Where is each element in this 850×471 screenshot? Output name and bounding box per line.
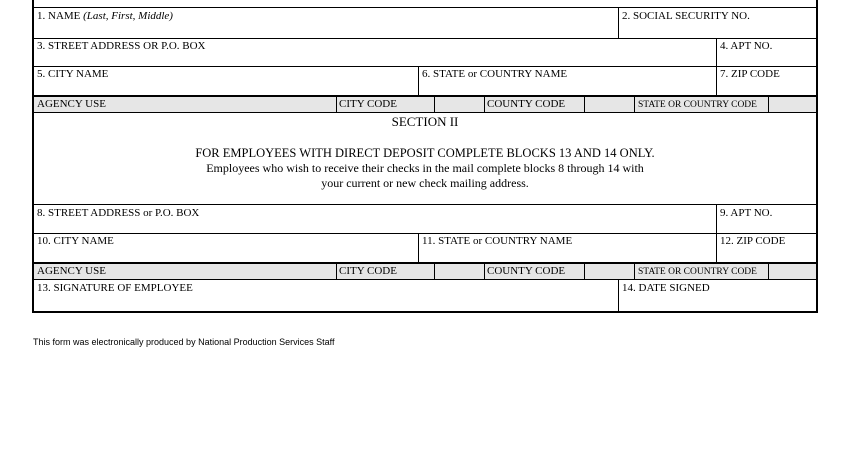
city2-label: 10. CITY NAME bbox=[37, 235, 114, 247]
divider-street2-apt2 bbox=[716, 204, 717, 233]
city-label: 5. CITY NAME bbox=[37, 68, 109, 80]
divider-city2-state2 bbox=[418, 233, 419, 263]
section-instructions bbox=[34, 146, 816, 191]
divider-street-apt bbox=[716, 38, 717, 66]
zip-label: 7. ZIP CODE bbox=[720, 68, 780, 80]
divider-sig-date bbox=[618, 279, 619, 311]
street-label: 3. STREET ADDRESS OR P.O. BOX bbox=[37, 40, 206, 52]
zip2-label: 12. ZIP CODE bbox=[720, 235, 786, 247]
footer-note: This form was electronically produced by National Production Services Staff bbox=[33, 337, 335, 347]
agency2-div-3 bbox=[484, 264, 485, 279]
agency-use-label-2: AGENCY USE bbox=[37, 265, 106, 277]
instruction-line-3: your current or new check mailing address. bbox=[321, 176, 529, 190]
form-body bbox=[32, 0, 818, 313]
row-rule-2 bbox=[34, 66, 816, 67]
agency2-div-5 bbox=[634, 264, 635, 279]
apt-label: 4. APT NO. bbox=[720, 40, 773, 52]
top-rule bbox=[34, 7, 816, 8]
name-hint: (Last, First, Middle) bbox=[83, 10, 173, 22]
divider-state-zip bbox=[716, 66, 717, 96]
agency-use-label: AGENCY USE bbox=[37, 98, 106, 110]
agency2-div-6 bbox=[768, 264, 769, 279]
name-label-text: 1. NAME bbox=[37, 10, 81, 22]
instruction-line-2: Employees who wish to receive their checks in the mail complete blocks 8 through 14 with bbox=[206, 161, 644, 175]
row-rule-1 bbox=[34, 38, 816, 39]
agency-div-6 bbox=[768, 97, 769, 112]
row-rule-5 bbox=[34, 204, 816, 205]
agency-div-5 bbox=[634, 97, 635, 112]
agency-div-4 bbox=[584, 97, 585, 112]
agency2-div-4 bbox=[584, 264, 585, 279]
county-code-label-2: COUNTY CODE bbox=[487, 265, 566, 277]
street2-label: 8. STREET ADDRESS or P.O. BOX bbox=[37, 207, 200, 219]
section-title: SECTION II bbox=[391, 114, 459, 129]
city-code-label: CITY CODE bbox=[339, 98, 397, 110]
agency-div-1 bbox=[336, 97, 337, 112]
state-country-code-label: STATE OR COUNTRY CODE bbox=[638, 100, 757, 110]
county-code-label: COUNTY CODE bbox=[487, 98, 566, 110]
divider-city-state bbox=[418, 66, 419, 96]
date-signed-label: 14. DATE SIGNED bbox=[622, 282, 710, 294]
agency2-div-2 bbox=[434, 264, 435, 279]
ssn-label: 2. SOCIAL SECURITY NO. bbox=[622, 10, 750, 22]
apt2-label: 9. APT NO. bbox=[720, 207, 773, 219]
divider-state2-zip2 bbox=[716, 233, 717, 263]
agency-div-3 bbox=[484, 97, 485, 112]
instruction-line-1: FOR EMPLOYEES WITH DIRECT DEPOSIT COMPLETE BLOCKS 13 AND 14 ONLY. bbox=[195, 146, 655, 160]
state-country-code-label-2: STATE OR COUNTRY CODE bbox=[638, 267, 757, 277]
agency-div-2 bbox=[434, 97, 435, 112]
state2-label: 11. STATE or COUNTRY NAME bbox=[422, 235, 573, 247]
row-rule-8 bbox=[34, 279, 816, 280]
divider-name-ssn bbox=[618, 7, 619, 38]
signature-label: 13. SIGNATURE OF EMPLOYEE bbox=[37, 282, 193, 294]
agency2-div-1 bbox=[336, 264, 337, 279]
row-rule-4 bbox=[34, 112, 816, 113]
name-label bbox=[37, 10, 173, 22]
row-rule-6 bbox=[34, 233, 816, 234]
city-code-label-2: CITY CODE bbox=[339, 265, 397, 277]
state-label: 6. STATE or COUNTRY NAME bbox=[422, 68, 568, 80]
